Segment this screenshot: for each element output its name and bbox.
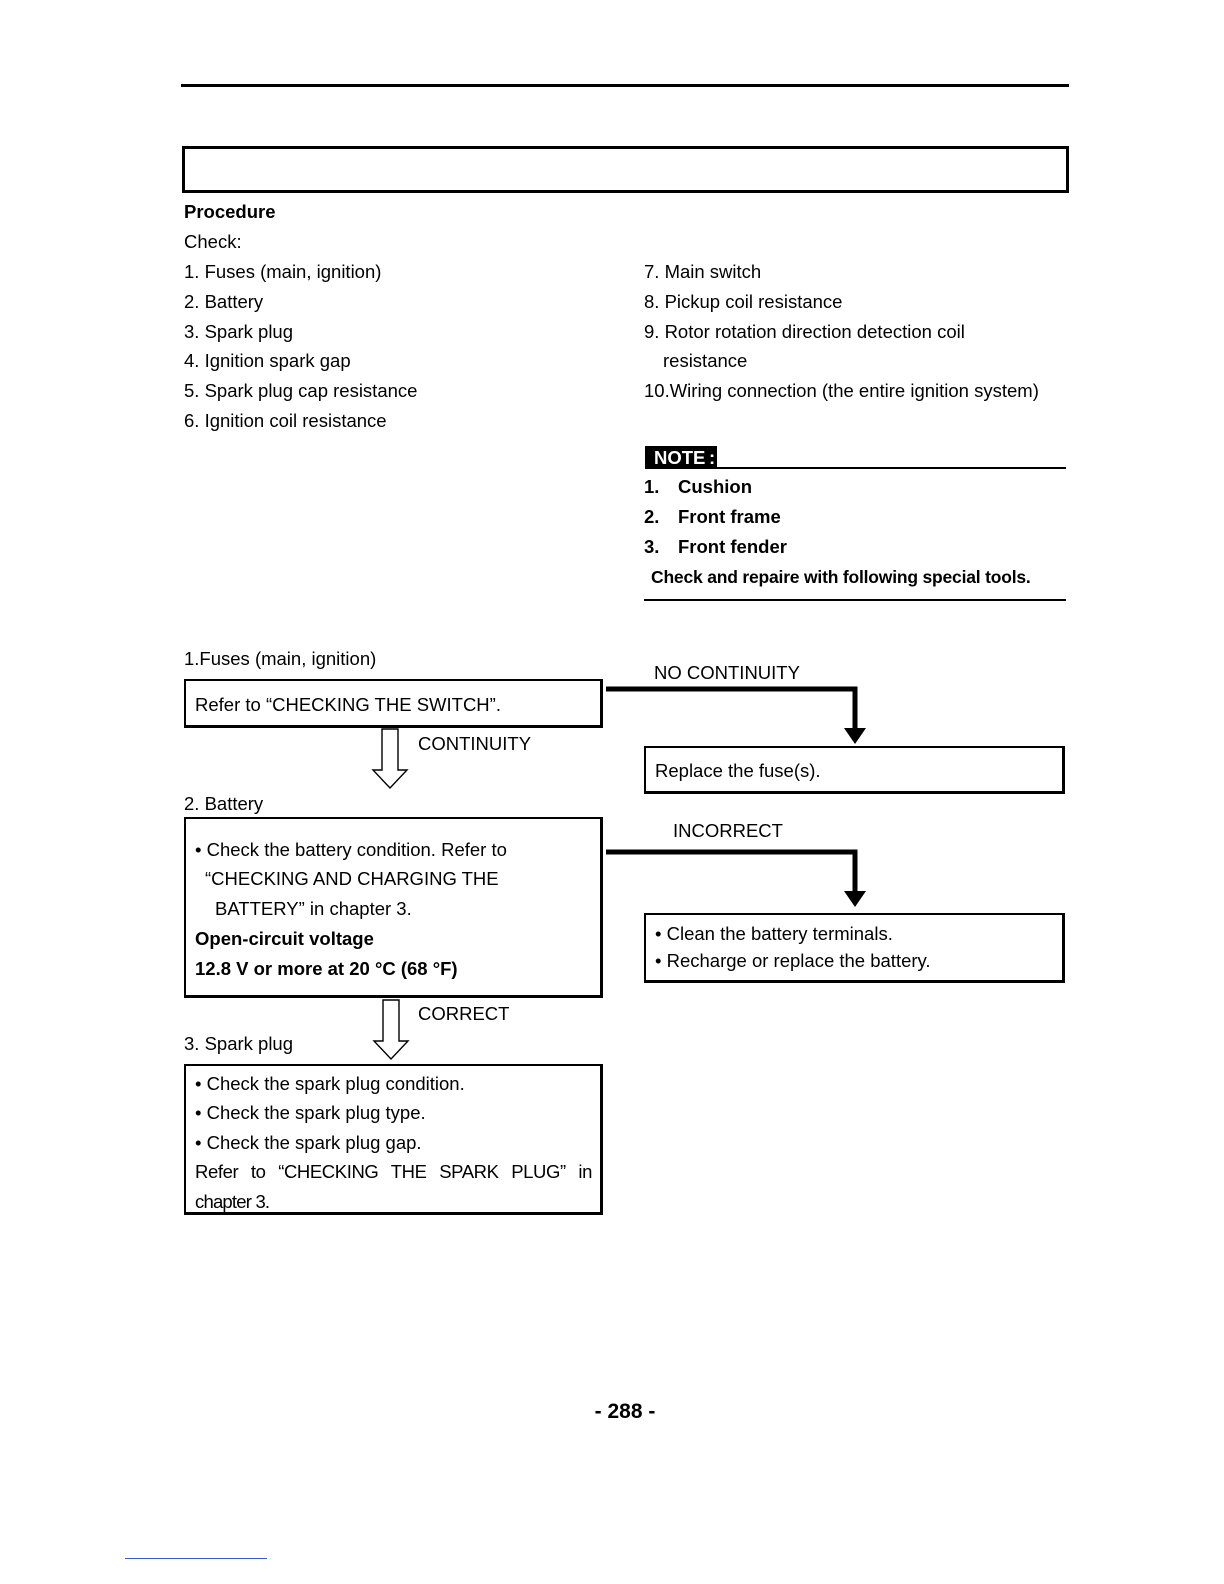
- step2-pass-label: CORRECT: [418, 1003, 510, 1024]
- note-footer: Check and repaire with following special tools.: [651, 567, 1031, 587]
- step2-fail-label: INCORRECT: [673, 820, 783, 841]
- step2-line: “CHECKING AND CHARGING THE: [205, 868, 499, 889]
- step2-line: • Check the battery condition. Refer to: [195, 839, 507, 860]
- step2-fail-arrow-icon: [606, 847, 868, 909]
- step1-pass-label: CONTINUITY: [418, 733, 532, 754]
- check-item: 9. Rotor rotation direction detection coil: [644, 321, 965, 342]
- step1-fail-box-text: Replace the fuse(s).: [655, 760, 821, 781]
- procedure-heading: Procedure: [184, 201, 276, 222]
- check-item: 3. Spark plug: [184, 321, 294, 342]
- header-rule: [181, 84, 1069, 87]
- footnote-rule: [125, 1558, 267, 1559]
- check-item: 5. Spark plug cap resistance: [184, 380, 418, 401]
- down-arrow-icon: [371, 999, 411, 1061]
- check-item-continuation: resistance: [663, 350, 748, 371]
- note-top-rule: [717, 467, 1066, 469]
- note-item-number: 2.: [644, 506, 660, 527]
- step3-line: chapter 3.: [195, 1191, 270, 1212]
- step1-fail-label: NO CONTINUITY: [654, 662, 800, 683]
- step2-fail-line: • Recharge or replace the battery.: [655, 950, 931, 971]
- step3-line: • Check the spark plug condition.: [195, 1073, 465, 1094]
- check-label: Check:: [184, 231, 242, 252]
- note-item: Cushion: [678, 476, 752, 497]
- check-item: 6. Ignition coil resistance: [184, 410, 387, 431]
- section-title-box: [182, 146, 1069, 193]
- check-item: 2. Battery: [184, 291, 264, 312]
- check-item: 8. Pickup coil resistance: [644, 291, 843, 312]
- check-item: 7. Main switch: [644, 261, 762, 282]
- note-item: Front fender: [678, 536, 787, 557]
- note-bottom-rule: [644, 599, 1066, 601]
- check-item: 1. Fuses (main, ignition): [184, 261, 382, 282]
- note-item-number: 1.: [644, 476, 660, 497]
- step3-line: • Check the spark plug type.: [195, 1102, 426, 1123]
- note-item: Front frame: [678, 506, 781, 527]
- step3-line: Refer to “CHECKING THE SPARK PLUG” in: [195, 1161, 592, 1182]
- note-colon: :: [709, 447, 716, 468]
- step1-fail-arrow-icon: [606, 684, 868, 746]
- page-number: - 288 -: [594, 1400, 656, 1423]
- step2-title: 2. Battery: [184, 793, 264, 814]
- step2-spec-label: Open-circuit voltage: [195, 928, 374, 949]
- step2-fail-line: • Clean the battery terminals.: [655, 923, 893, 944]
- note-label: NOTE: [654, 447, 706, 468]
- step2-spec-value: 12.8 V or more at 20 °C (68 °F): [195, 958, 458, 979]
- check-item: 10.Wiring connection (the entire ignition system): [644, 380, 1039, 401]
- down-arrow-icon: [370, 728, 410, 790]
- check-item: 4. Ignition spark gap: [184, 350, 351, 371]
- step3-title: 3. Spark plug: [184, 1033, 294, 1054]
- step3-line: • Check the spark plug gap.: [195, 1132, 422, 1153]
- step2-line: BATTERY” in chapter 3.: [215, 898, 412, 919]
- step1-title: 1.Fuses (main, ignition): [184, 648, 377, 669]
- step1-box-text: Refer to “CHECKING THE SWITCH”.: [195, 694, 501, 715]
- note-item-number: 3.: [644, 536, 660, 557]
